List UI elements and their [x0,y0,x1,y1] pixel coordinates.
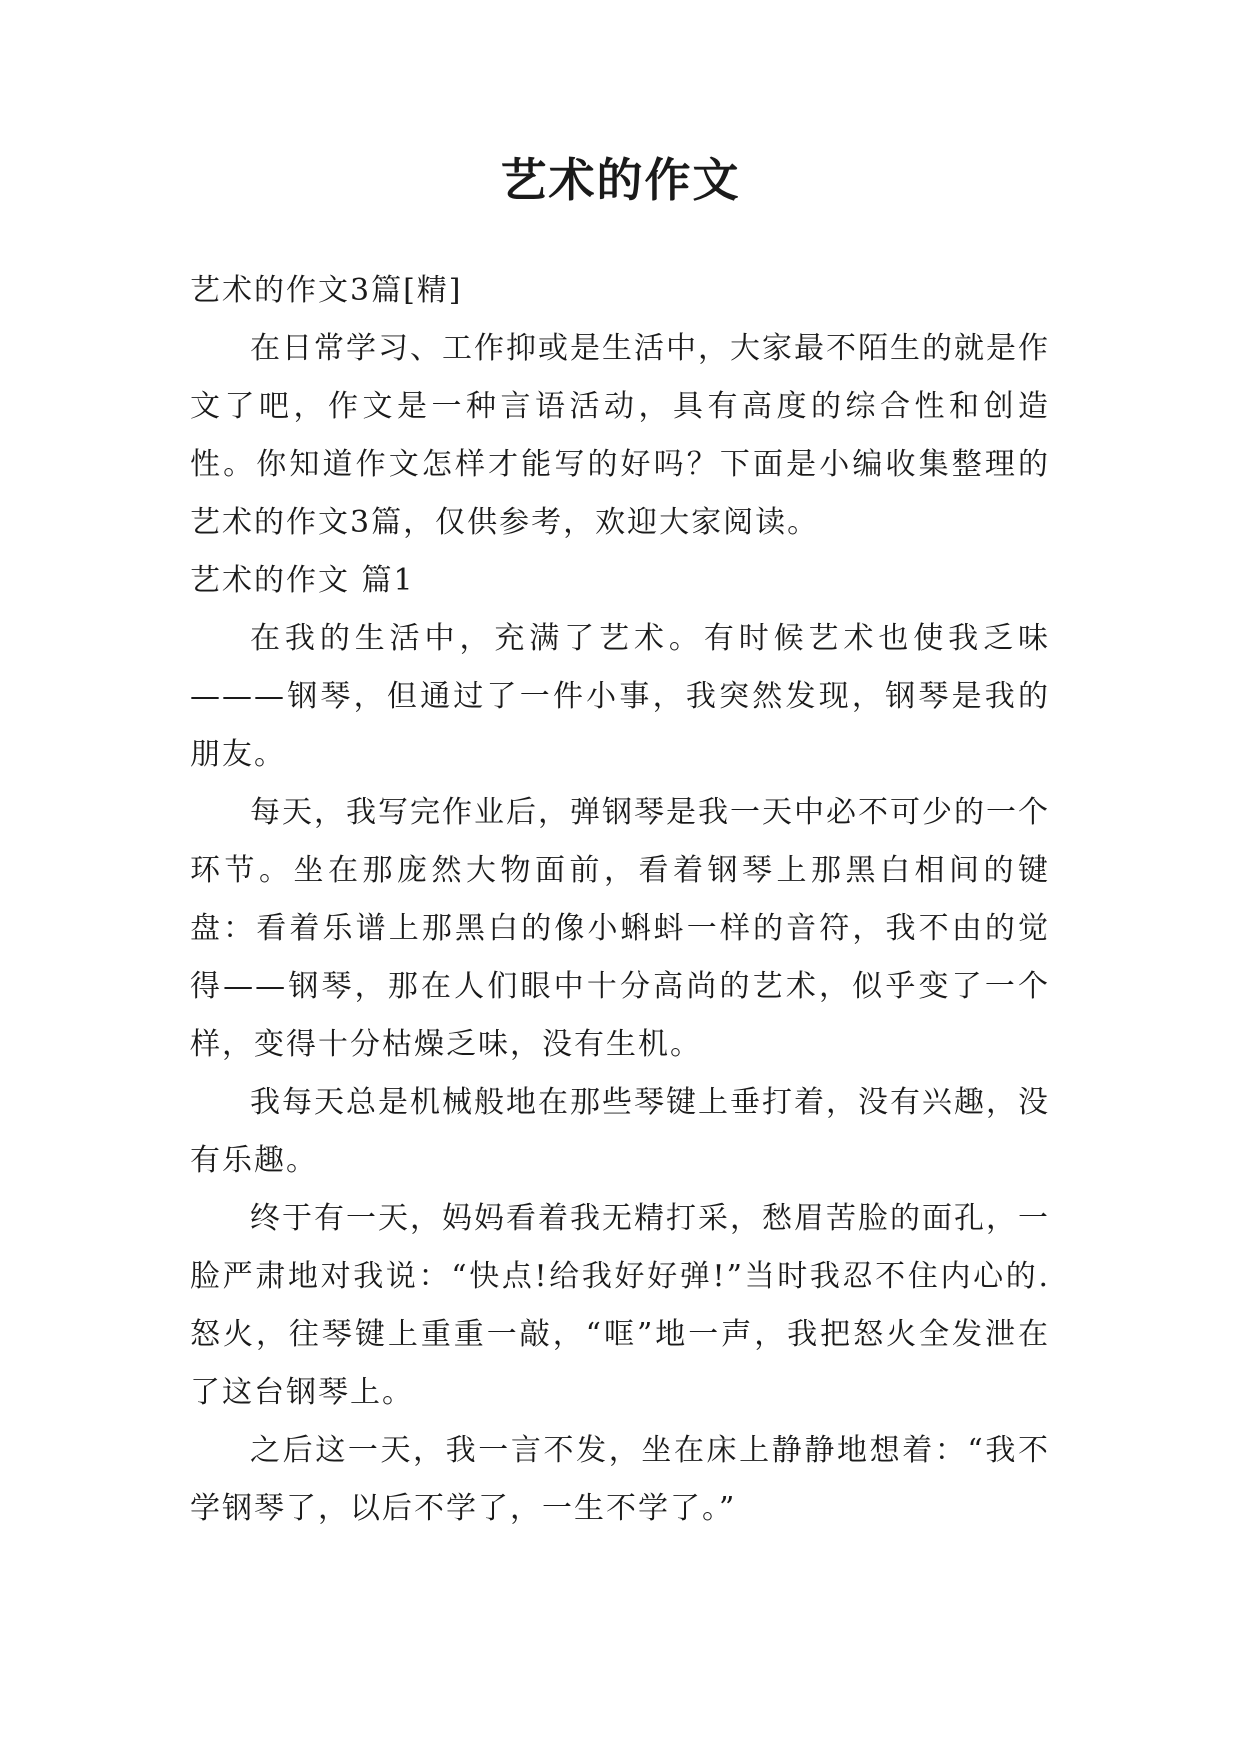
document-title: 艺术的作文 [500,153,741,207]
body-paragraph: 我每天总是机械般地在那些琴键上垂打着，没有兴趣，没有乐趣。 [190,1085,1050,1178]
body-paragraph: 在我的生活中，充满了艺术。有时候艺术也使我乏味———钢琴，但通过了一件小事，我突然发现，钢琴是我的朋友。 [190,621,1050,772]
body-paragraph: 终于有一天，妈妈看着我无精打采，愁眉苦脸的面孔，一脸严肃地对我说：“快点!给我好好弹!”当时我忍不住内心的.怒火，往琴键上重重一敲，“哐”地一声，我把怒火全发泄在了这台钢琴上。 [190,1201,1050,1410]
body-paragraph: 每天，我写完作业后，弹钢琴是我一天中必不可少的一个环节。坐在那庞然大物面前，看着钢琴上那黑白相间的键盘：看着乐谱上那黑白的像小蝌蚪一样的音符，我不由的觉得——钢琴，那在人们眼中十分高尚的艺术，似乎变了一个样，变得十分枯燥乏味，没有生机。 [190,795,1050,1062]
intro-paragraph: 在日常学习、工作抑或是生活中，大家最不陌生的就是作文了吧，作文是一种言语活动，具有高度的综合性和创造性。你知道作文怎样才能写的好吗？下面是小编收集整理的艺术的作文3篇，仅供参考，欢迎大家阅读。 [190,331,1050,540]
document-body [190,262,1050,1538]
subtitle-line: 艺术的作文3篇[精] [190,273,463,308]
section-heading: 艺术的作文 篇1 [190,563,415,598]
body-paragraph: 之后这一天，我一言不发，坐在床上静静地想着：“我不学钢琴了，以后不学了，一生不学了。” [190,1433,1050,1526]
